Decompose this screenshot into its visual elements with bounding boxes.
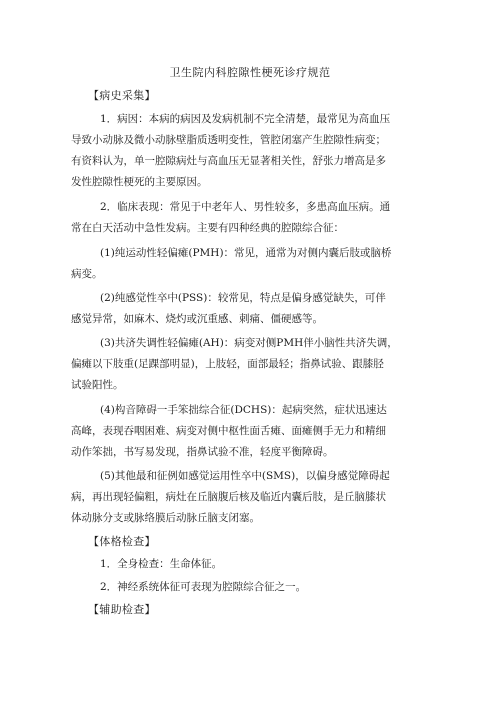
paragraph-line: 1．病因：本病的病因及发病机制不完全清楚，最常见为高血压 [100, 113, 391, 125]
paragraph-line: (3)共济失调性轻偏瘫(AH)：病变对侧PMH伴小脑性共济失调， [100, 337, 398, 349]
paragraph-line: (5)其他最和征例如感觉运用性卒中(SMS)，以偏身感觉障碍起 [100, 470, 390, 482]
paragraph-line: 2．神经系统体征可表现为腔隙综合征之一。 [100, 581, 307, 593]
paragraph-line: 导致小动脉及微小动脉壁脂质透明变性，管腔闭塞产生腔隙性病变； [71, 134, 386, 146]
paragraph-line: 动作笨拙，书写易发现，指鼻试验不准，轻度平衡障碍。 [71, 446, 334, 458]
paragraph-line: 病，再出现轻偏粗，病灶在丘脑腹后核及临近内囊后肢，是丘脑膝状 [71, 491, 386, 503]
paragraph-line: (1)纯运动性轻偏瘫(PMH)：常见，通常为对侧内囊后肢或脑桥 [100, 247, 392, 259]
document-title: 卫生院内科腔隙性梗死诊疗规范 [169, 66, 331, 79]
section-heading-history: 【病史采集】 [88, 89, 156, 102]
paragraph-line: 体动脉分支或脉络膜后动脉丘脑支闭塞。 [71, 512, 260, 524]
paragraph-line: 1．全身检查：生命体征。 [100, 558, 223, 570]
paragraph-line: 2．临床表现：常见于中老年人、男性较多，多患高血压病。通 [100, 201, 391, 213]
section-heading-auxiliary: 【辅助检查】 [88, 603, 156, 616]
paragraph-line: 高峰，表现吞咽困难、病变对侧中枢性面舌瘫、面瘫侧手无力和精细 [71, 425, 386, 437]
paragraph-line: 病变。 [71, 268, 103, 280]
paragraph-line: 有资料认为，单一腔隙病灶与高血压无显著相关性，舒张力增高是多 [71, 155, 386, 167]
paragraph-line: (4)构音障碍一手笨拙综合征(DCHS)：起病突然，症状迅速达 [100, 404, 387, 416]
paragraph-line: (2)纯感觉性卒中(PSS)：较常见，特点是偏身感觉缺失，可伴 [100, 292, 386, 304]
paragraph-line: 偏瘫以下肢重(足踝部明显)，上肢轻，面部最轻；指鼻试验、跟膝胫 [71, 358, 384, 370]
paragraph-line: 发性腔隙性梗死的主要原因。 [71, 176, 208, 188]
paragraph-line: 常在白天活动中急性发病。主要有四种经典的腔隙综合征： [71, 222, 344, 234]
section-heading-exam: 【体格检查】 [88, 535, 156, 548]
paragraph-line: 试验阳性。 [71, 379, 124, 391]
paragraph-line: 感觉异常，如麻木、烧灼或沉重感、刺痛、僵硬感等。 [71, 313, 323, 325]
